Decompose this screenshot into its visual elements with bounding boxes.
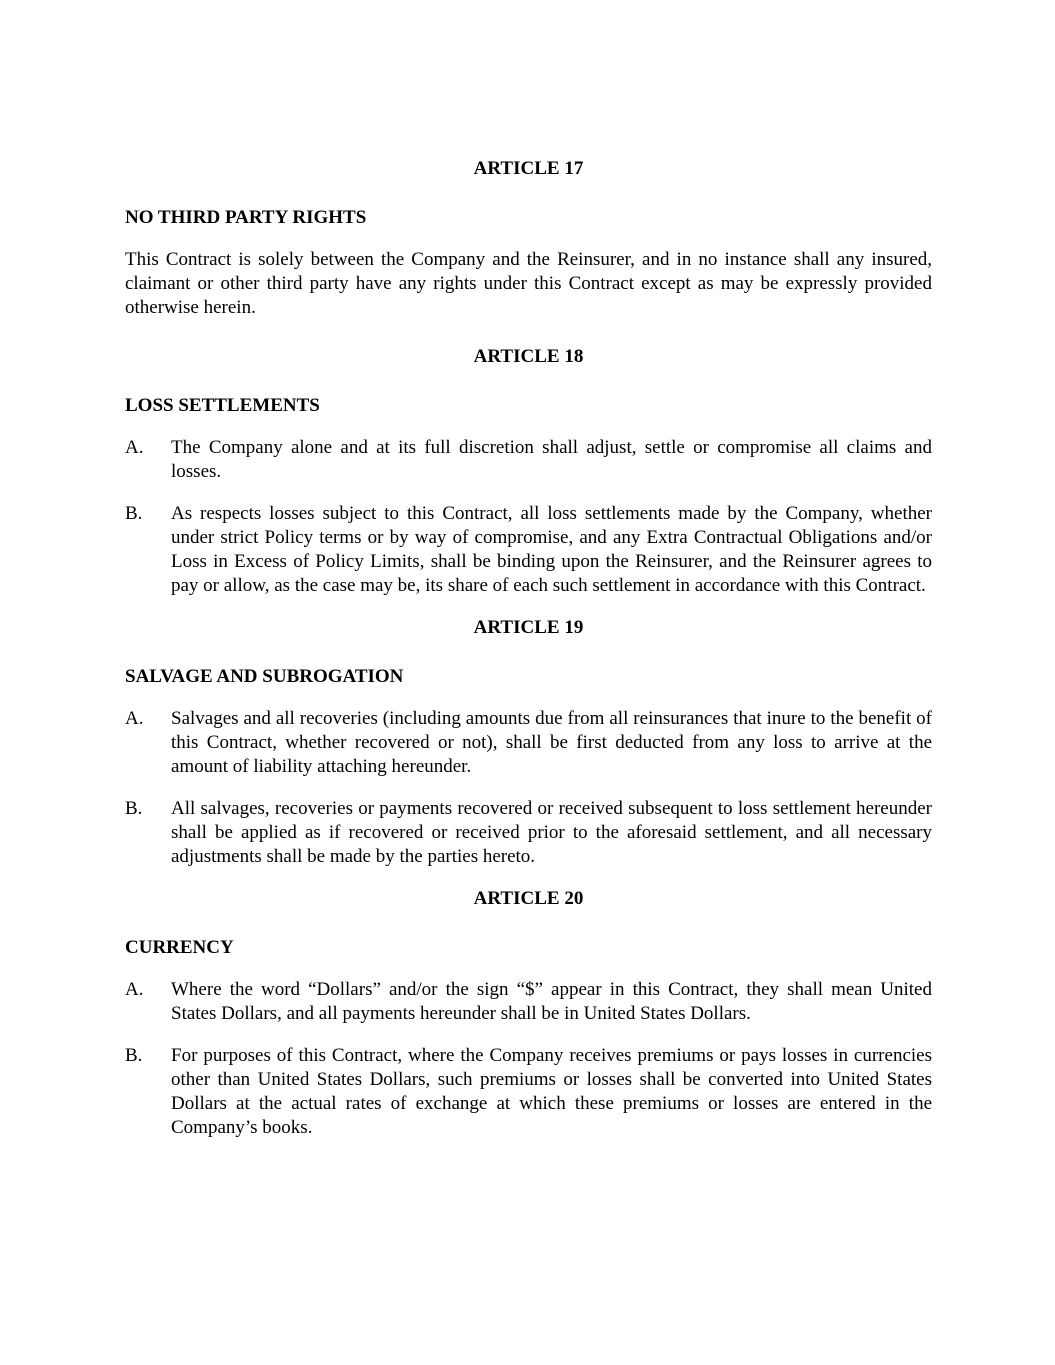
item-text: As respects losses subject to this Contract, all loss settlements made by the Company, whether under strict Policy terms or by way of compromise, and any Extra Contractual Obligations and/or Loss in Excess of Policy Limits, shall be binding upon the Reinsurer, and the Reinsurer agrees to pay or allow, as the case may be, its share of each such settlement in accordance with this Contract.: [171, 503, 932, 596]
document-page: [125, 157, 932, 1140]
item-label: B.: [125, 503, 143, 524]
article-20-item-b: [125, 1044, 932, 1140]
item-text: All salvages, recoveries or payments recovered or received subsequent to loss settlement hereunder shall be applied as if recovered or received prior to the aforesaid settlement, and all necessary adjustments shall be made by the parties hereto.: [171, 798, 932, 867]
article-19-heading: ARTICLE 19: [473, 617, 584, 638]
item-label: B.: [125, 1045, 143, 1066]
item-label: A.: [125, 708, 144, 729]
article-18-item-a: [125, 436, 932, 484]
item-text: The Company alone and at its full discretion shall adjust, settle or compromise all claims and losses.: [171, 437, 932, 482]
article-19-item-b: [125, 797, 932, 869]
article-20-heading: ARTICLE 20: [473, 888, 584, 909]
item-text: Salvages and all recoveries (including amounts due from all reinsurances that inure to the benefit of this Contract, whether recovered or not), shall be first deducted from any loss to arrive at the amount of liability attaching hereunder.: [171, 708, 932, 777]
item-text: Where the word “Dollars” and/or the sign “$” appear in this Contract, they shall mean United States Dollars, and all payments hereunder shall be in United States Dollars.: [171, 979, 932, 1024]
article-18-title: LOSS SETTLEMENTS: [125, 395, 320, 416]
article-19-title: SALVAGE AND SUBROGATION: [125, 666, 404, 687]
article-20-item-a: [125, 978, 932, 1026]
article-18-heading: ARTICLE 18: [473, 346, 584, 367]
article-17-paragraph: This Contract is solely between the Company and the Reinsurer, and in no instance shall any insured, claimant or other third party have any rights under this Contract except as may be expressly provided otherwise herein.: [125, 249, 932, 318]
article-17-heading: ARTICLE 17: [473, 158, 584, 179]
item-text: For purposes of this Contract, where the Company receives premiums or pays losses in currencies other than United States Dollars, such premiums or losses shall be converted into United States Dollars at the actual rates of exchange at which these premiums or losses are entered in the Company’s books.: [171, 1045, 932, 1138]
article-18-item-b: [125, 502, 932, 598]
article-17-title: NO THIRD PARTY RIGHTS: [125, 207, 367, 228]
article-19-item-a: [125, 707, 932, 779]
item-label: B.: [125, 798, 143, 819]
item-label: A.: [125, 437, 144, 458]
item-label: A.: [125, 979, 144, 1000]
article-20-title: CURRENCY: [125, 937, 234, 958]
